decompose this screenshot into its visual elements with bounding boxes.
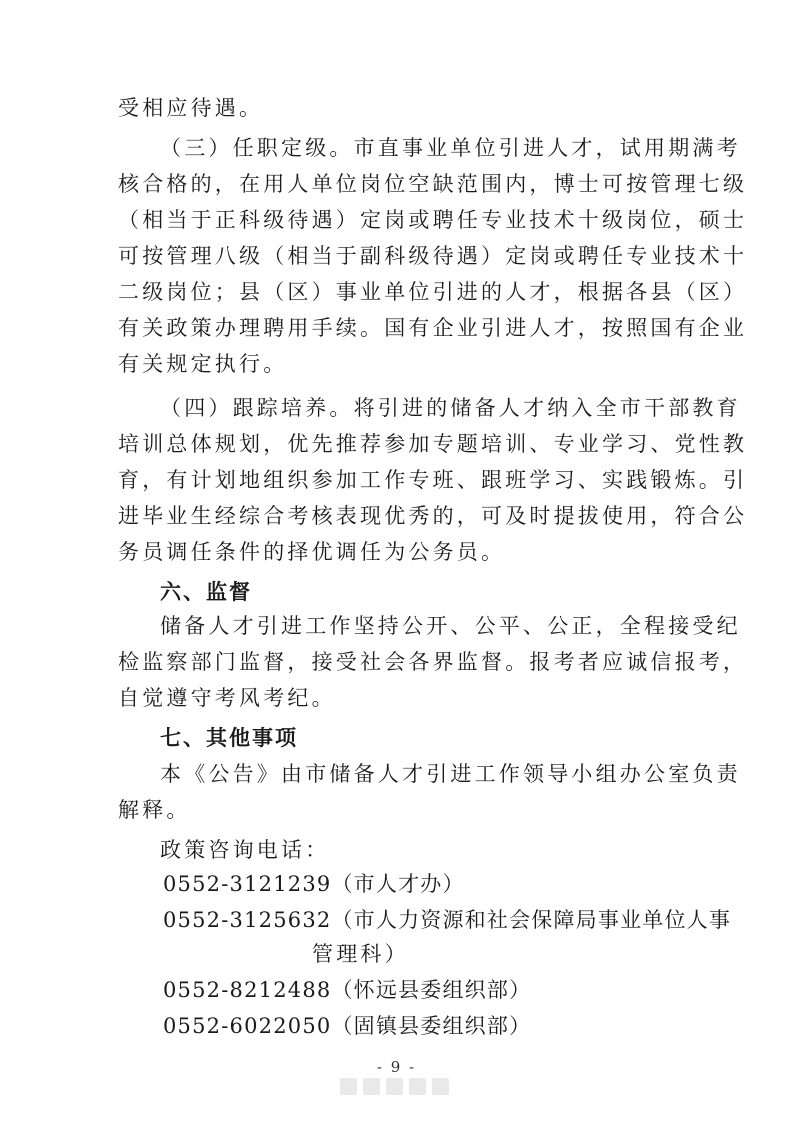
paragraph-line: 有关政策办理聘用手续。国有企业引进人才，按照国有企业 (118, 316, 748, 340)
phone-line: 0552-3121239（市人才办） (163, 872, 465, 896)
paragraph-line: 储备人才引进工作坚持公开、公平、公正，全程接受纪 (160, 614, 741, 638)
paragraph-line: 育，有计划地组织参加工作专班、跟班学习、实践锻炼。引 (118, 468, 748, 492)
paragraph-line: 可按管理八级（相当于副科级待遇）定岗或聘任专业技术十 (118, 244, 748, 268)
page-number: - 9 - (376, 1058, 417, 1076)
paragraph-line: 政策咨询电话： (160, 838, 330, 862)
paragraph-line: 自觉遵守考风考纪。 (118, 686, 336, 710)
paragraph-line: 有关规定执行。 (118, 352, 288, 376)
watermark-logo (340, 1075, 452, 1097)
paragraph-line: 本《公告》由市储备人才引进工作领导小组办公室负责 (160, 762, 741, 786)
paragraph-line: 核合格的，在用人单位岗位空缺范围内，博士可按管理七级 (118, 172, 748, 196)
phone-line: 0552-3125632（市人力资源和社会保障局事业单位人事 (163, 908, 732, 932)
paragraph-line: 检监察部门监督，接受社会各界监督。报考者应诚信报考， (118, 650, 748, 674)
paragraph-line: 培训总体规划，优先推荐参加专题培训、专业学习、党性教 (118, 432, 748, 456)
section-heading: 七、其他事项 (160, 726, 298, 750)
paragraph-line: （四）跟踪培养。将引进的储备人才纳入全市干部教育 (160, 396, 741, 420)
phone-line-continuation: 管理科） (312, 942, 409, 966)
section-heading: 六、监督 (160, 580, 252, 604)
paragraph-line: 二级岗位；县（区）事业单位引进的人才，根据各县（区） (118, 280, 748, 304)
paragraph-line: 解释。 (118, 798, 191, 822)
paragraph-line: （相当于正科级待遇）定岗或聘任专业技术十级岗位，硕士 (118, 208, 748, 232)
paragraph-line: 务员调任条件的择优调任为公务员。 (118, 540, 506, 564)
paragraph-line: 进毕业生经综合考核表现优秀的，可及时提拔使用，符合公 (118, 504, 748, 528)
paragraph-line: （三）任职定级。市直事业单位引进人才，试用期满考 (160, 136, 741, 160)
phone-line: 0552-6022050（固镇县委组织部） (163, 1014, 532, 1038)
phone-line: 0552-8212488（怀远县委组织部） (163, 978, 532, 1002)
paragraph-line: 受相应待遇。 (118, 96, 264, 120)
